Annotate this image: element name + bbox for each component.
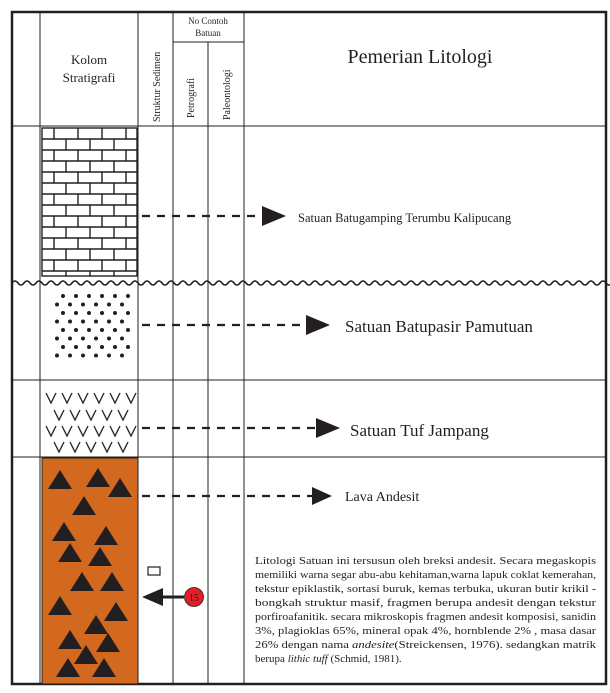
- sand-grain: [55, 337, 59, 341]
- sand-grain: [100, 345, 104, 349]
- tuff-mark: [70, 442, 80, 452]
- sand-grain: [61, 328, 65, 332]
- sandstone-dots-pattern: [55, 294, 130, 358]
- sand-grain: [94, 303, 98, 307]
- sand-grain: [120, 337, 124, 341]
- sand-grain: [94, 337, 98, 341]
- tuff-mark: [70, 410, 80, 420]
- sand-grain: [126, 311, 130, 315]
- sand-grain: [68, 303, 72, 307]
- sand-grain: [94, 320, 98, 324]
- sand-grain: [55, 303, 59, 307]
- sand-grain: [107, 303, 111, 307]
- unit-label-kalipucang: Satuan Batugamping Terumbu Kalipucang: [298, 211, 512, 225]
- sand-grain: [126, 294, 130, 298]
- no-contoh-label: No Contoh: [188, 16, 228, 26]
- sand-grain: [81, 320, 85, 324]
- sand-grain: [74, 294, 78, 298]
- sand-grain: [107, 354, 111, 358]
- sand-grain: [61, 294, 65, 298]
- sand-grain: [61, 345, 65, 349]
- tuff-mark: [62, 393, 72, 403]
- tuff-mark: [110, 393, 120, 403]
- sand-grain: [81, 303, 85, 307]
- unit-label-pamutuan: Satuan Batupasir Pamutuan: [345, 317, 533, 336]
- sand-grain: [107, 337, 111, 341]
- sand-grain: [55, 320, 59, 324]
- tuff-mark: [46, 426, 56, 436]
- unit-arrow-kalipucang: [142, 206, 286, 226]
- sand-grain: [74, 328, 78, 332]
- svg-text:3%, plagioklas 65%, mineral o: 3%, plagioklas 65%, mineral opak 4%, hornblende 2% , masa dasar: [255, 625, 597, 637]
- tuff-mark: [102, 410, 112, 420]
- sand-grain: [113, 328, 117, 332]
- svg-text:tekstur epiklastik, sortasi bu: tekstur epiklastik, sortasi buruk, kemas terbuka, ukuran butir krikil -: [255, 583, 597, 595]
- limestone-brick-pattern: [42, 128, 137, 276]
- svg-text:porfiroafanitik. secara mikros: porfiroafanitik. secara mikroskopis fragmen andesit komposisi, sanidin: [255, 611, 597, 623]
- tuff-mark: [94, 393, 104, 403]
- sand-grain: [87, 345, 91, 349]
- tuff-mark: [126, 393, 136, 403]
- sand-grain: [120, 320, 124, 324]
- unit-arrow-andesit: [142, 487, 332, 505]
- sand-grain: [68, 337, 72, 341]
- tuff-mark: [126, 426, 136, 436]
- sand-grain: [113, 311, 117, 315]
- pemerian-litologi-title: Pemerian Litologi: [347, 46, 493, 68]
- tuff-mark: [110, 426, 120, 436]
- tuff-mark: [46, 393, 56, 403]
- tuff-mark: [54, 410, 64, 420]
- sand-grain: [107, 320, 111, 324]
- sand-grain: [74, 311, 78, 315]
- unit-arrow-jampang: [142, 418, 340, 438]
- petrografi-label: Petrografi: [186, 78, 197, 118]
- sand-grain: [87, 311, 91, 315]
- no-contoh-label-2: Batuan: [195, 28, 221, 38]
- tuff-mark: [102, 442, 112, 452]
- tuff-mark: [118, 410, 128, 420]
- sand-grain: [74, 345, 78, 349]
- unit-label-jampang: Satuan Tuf Jampang: [350, 421, 489, 440]
- tuff-mark: [54, 442, 64, 452]
- sand-grain: [81, 354, 85, 358]
- svg-text:26% dengan nama andesite(Strei: 26% dengan nama andesite (Streickensen, 1976). sedangkan matrik: [255, 639, 569, 651]
- massive-structure-symbol: [148, 567, 160, 575]
- sand-grain: [126, 328, 130, 332]
- sand-grain: [68, 320, 72, 324]
- unconformity-boundary: [12, 281, 610, 285]
- sand-grain: [68, 354, 72, 358]
- tuff-mark: [78, 393, 88, 403]
- tuff-mark: [86, 410, 96, 420]
- sand-grain: [81, 337, 85, 341]
- kolom-stratigrafi-label-2: Stratigrafi: [62, 70, 116, 85]
- tuff-mark: [78, 426, 88, 436]
- lithology-description: [255, 555, 597, 665]
- sand-grain: [100, 294, 104, 298]
- sand-grain: [120, 354, 124, 358]
- unit-arrow-pamutuan: [142, 315, 330, 335]
- unit-label-andesit: Lava Andesit: [345, 490, 420, 505]
- svg-text:memiliki warna segar abu-abu k: memiliki warna segar abu-abu kehitaman,warna lapuk coklat kemerahan,: [255, 569, 597, 581]
- sand-grain: [87, 328, 91, 332]
- sand-grain: [120, 303, 124, 307]
- sand-grain: [113, 345, 117, 349]
- sand-grain: [87, 294, 91, 298]
- svg-text:berupa lithic tuff (Schmid, 19: berupa lithic tuff (Schmid, 1981).: [255, 653, 402, 665]
- kolom-stratigrafi-label: Kolom: [70, 52, 108, 67]
- paleontologi-label: Paleontologi: [222, 69, 233, 120]
- tuff-mark: [94, 426, 104, 436]
- svg-text:Litologi Satuan ini tersusun o: Litologi Satuan ini tersusun oleh breksi andesit. Secara megaskopis: [255, 555, 596, 567]
- sand-grain: [55, 354, 59, 358]
- sample-number: 15: [189, 593, 199, 604]
- tuff-v-pattern: [46, 393, 136, 452]
- sand-grain: [126, 345, 130, 349]
- tuff-mark: [62, 426, 72, 436]
- sand-grain: [100, 311, 104, 315]
- struktur-sedimen-label: Struktur Sedimen: [152, 51, 163, 122]
- sand-grain: [94, 354, 98, 358]
- tuff-mark: [86, 442, 96, 452]
- sand-grain: [113, 294, 117, 298]
- tuff-mark: [118, 442, 128, 452]
- sand-grain: [61, 311, 65, 315]
- svg-text:bongkah struktur masif, fragme: bongkah struktur masif, fragmen berupa andesit dengan tekstur: [255, 597, 597, 609]
- sand-grain: [100, 328, 104, 332]
